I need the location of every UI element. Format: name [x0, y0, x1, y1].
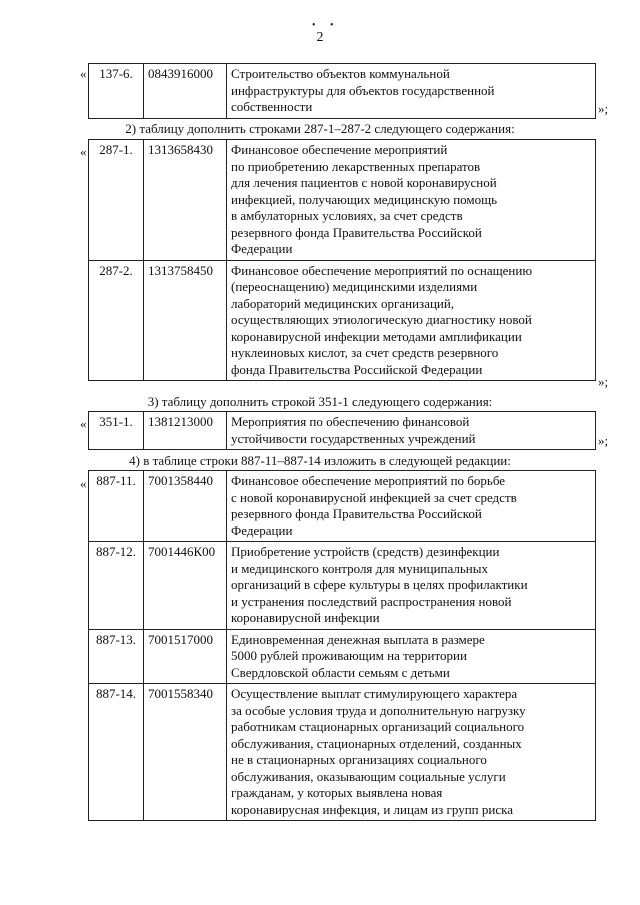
row-number: 887-13.: [89, 629, 144, 684]
row-code: 7001446К00: [144, 542, 227, 630]
table-row: [89, 542, 596, 630]
row-description: Приобретение устройств (средств) дезинфекции и медицинского контроля для муниципальных организаций в сфере культуры в целях профилактики и устранения последствий распространения новой коронавирусной инфекции: [227, 542, 596, 630]
row-description: Финансовое обеспечение мероприятий по приобретению лекарственных препаратов для лечения пациентов с новой коронавирусной инфекцией, получающих медицинскую помощь в амбулаторных условиях, за счет средств резервного фонда Правительства Российской Федерации: [227, 140, 596, 261]
header-mark: • •: [312, 20, 340, 31]
quote-open: «: [80, 476, 87, 491]
row-description: Единовременная денежная выплата в размере 5000 рублей проживающим на территории Свердловской области семьям с детьми: [227, 629, 596, 684]
row-code: 7001358440: [144, 471, 227, 542]
row-description: Финансовое обеспечение мероприятий по оснащению (переоснащению) медицинскими изделиями лабораторий медицинских организаций, осуществляющих этиологическую диагностику новой коронавирусной инфекции методами амплификации нуклеиновых кислот, за счет средств резервного фонда Правительства Российской Федерации: [227, 260, 596, 381]
table-row: [89, 140, 596, 261]
table-row: [89, 471, 596, 542]
row-number: 351-1.: [89, 412, 144, 450]
instruction-2: 2) таблицу дополнить строками 287-1–287-2 следующего содержания:: [125, 121, 515, 136]
row-number: 137-6.: [89, 64, 144, 119]
row-number: 887-12.: [89, 542, 144, 630]
quote-open: «: [80, 416, 87, 431]
quote-close: »;: [598, 374, 609, 389]
row-code: 1313658430: [144, 140, 227, 261]
table-row: [89, 629, 596, 684]
row-description: Строительство объектов коммунальной инфраструктуры для объектов государственной собственности: [227, 64, 596, 119]
quote-open: «: [80, 144, 87, 159]
table-row: [89, 412, 596, 450]
row-description: Мероприятия по обеспечению финансовой устойчивости государственных учреждений: [227, 412, 596, 450]
instruction-3: 3) таблицу дополнить строкой 351-1 следующего содержания:: [147, 394, 493, 409]
quote-close: »;: [598, 433, 609, 448]
table-row: [89, 684, 596, 821]
table-block-1: [88, 63, 596, 119]
row-number: 887-14.: [89, 684, 144, 821]
quote-close: »;: [598, 101, 609, 116]
table-row: [89, 260, 596, 381]
row-description: Финансовое обеспечение мероприятий по борьбе с новой коронавирусной инфекцией за счет средств резервного фонда Правительства Российской Федерации: [227, 471, 596, 542]
table-block-2: [88, 139, 596, 381]
row-code: 1313758450: [144, 260, 227, 381]
row-number: 287-1.: [89, 140, 144, 261]
row-code: 7001517000: [144, 629, 227, 684]
table-block-4: [88, 470, 596, 821]
row-description: Осуществление выплат стимулирующего характера за особые условия труда и дополнительную нагрузку работникам стационарных организаций социального обслуживания, стационарных отделений, созданных не в стационарных организациях социального обслуживания, оказывающим социальные услуги гражданам, у которых выявлена новая коронавирусная инфекция, и лицам из групп риска: [227, 684, 596, 821]
table-row: [89, 64, 596, 119]
quote-open: «: [80, 66, 87, 81]
page-number: 2: [316, 30, 324, 45]
instruction-4: 4) в таблице строки 887-11–887-14 изложить в следующей редакции:: [129, 453, 511, 468]
row-code: 0843916000: [144, 64, 227, 119]
table-block-3: [88, 411, 596, 450]
row-number: 287-2.: [89, 260, 144, 381]
row-code: 1381213000: [144, 412, 227, 450]
row-number: 887-11.: [89, 471, 144, 542]
row-code: 7001558340: [144, 684, 227, 821]
